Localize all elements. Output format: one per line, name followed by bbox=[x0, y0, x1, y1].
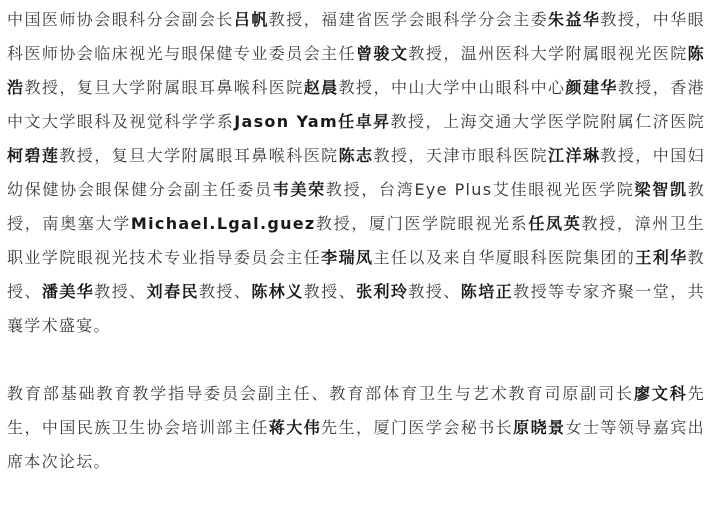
text-segment: 教授，温州医科大学附属眼视光医院 bbox=[408, 44, 688, 63]
text-segment: 教授，上海交通大学医学院附属仁济医院 bbox=[390, 112, 705, 131]
text-segment: 主任以及来自华厦眼科医院集团的 bbox=[373, 248, 636, 267]
person-name: 潘美华 bbox=[41, 282, 95, 301]
person-name: 梁智凯 bbox=[634, 180, 688, 199]
person-name: 颜建华 bbox=[565, 78, 618, 97]
text-segment: 教授，复旦大学附属眼耳鼻喉科医院 bbox=[24, 78, 304, 97]
person-name: 朱益华 bbox=[548, 10, 601, 29]
person-name: 柯碧莲 bbox=[7, 146, 60, 165]
person-name: 廖文科 bbox=[633, 384, 688, 403]
text-segment: 教授，南奥塞大学 bbox=[7, 180, 705, 233]
text-segment: 教授，台湾Eye Plus艾佳眼视光医学院 bbox=[325, 180, 635, 199]
person-name: 陈林义 bbox=[251, 282, 304, 301]
person-name: 张利玲 bbox=[356, 282, 409, 301]
person-name: 王利华 bbox=[635, 248, 688, 267]
text-segment: 教授、 bbox=[198, 282, 252, 301]
person-name: 任凤英 bbox=[528, 214, 582, 233]
person-name: 刘春民 bbox=[146, 282, 199, 301]
person-name: 陈志 bbox=[338, 146, 374, 165]
person-name: Michael.Lgal.guez bbox=[130, 214, 316, 233]
person-name: 吕帆 bbox=[233, 10, 269, 29]
person-name: 李瑞凤 bbox=[321, 248, 374, 267]
text-segment: 中国医师协会眼科分会副会长 bbox=[7, 10, 234, 29]
article-body bbox=[7, 0, 705, 479]
text-segment: 教授，香港中文大学眼科及视觉科学学系 bbox=[7, 78, 705, 131]
text-segment: 教授，漳州卫生职业学院眼视光技术专业指导委员会主任 bbox=[7, 214, 705, 267]
person-name: 韦美荣 bbox=[272, 180, 326, 199]
text-segment: 教授、 bbox=[303, 282, 357, 301]
person-name: Jason Yam任卓昇 bbox=[234, 112, 391, 131]
text-segment: 教授、 bbox=[7, 248, 705, 301]
person-name: 赵晨 bbox=[303, 78, 339, 97]
text-segment: 教授，中国妇幼保健协会眼保健分会副主任委员 bbox=[7, 146, 705, 199]
person-name: 江洋琳 bbox=[548, 146, 601, 165]
text-segment: 教授，福建省医学会眼科学分会主委 bbox=[268, 10, 549, 29]
text-segment: 女士等领导嘉宾出席本次论坛。 bbox=[7, 418, 705, 471]
text-segment: 教育部基础教育教学指导委员会副主任、教育部体育卫生与艺术教育司原副司长 bbox=[7, 384, 634, 403]
text-segment: 教授、 bbox=[408, 282, 461, 301]
speakers-paragraph bbox=[7, 0, 705, 343]
guests-paragraph bbox=[7, 377, 705, 479]
text-segment: 教授，中山大学中山眼科中心 bbox=[338, 78, 566, 97]
text-segment: 教授、 bbox=[94, 282, 147, 301]
person-name: 蒋大伟 bbox=[268, 418, 322, 437]
text-segment: 教授，厦门医学院眼视光系 bbox=[315, 214, 529, 233]
person-name: 陈浩 bbox=[7, 44, 705, 97]
person-name: 曾骏文 bbox=[356, 44, 409, 63]
text-segment: 先生，中国民族卫生协会培训部主任 bbox=[7, 384, 705, 437]
text-segment: 教授，中华眼科医师协会临床视光与眼保健专业委员会主任 bbox=[7, 10, 705, 63]
text-segment: 教授，复旦大学附属眼耳鼻喉科医院 bbox=[59, 146, 339, 165]
text-segment: 先生，厦门医学会秘书长 bbox=[321, 418, 514, 437]
text-segment: 教授，天津市眼科医院 bbox=[373, 146, 549, 165]
person-name: 原晓景 bbox=[513, 418, 566, 437]
text-segment: 教授等专家齐聚一堂，共襄学术盛宴。 bbox=[7, 282, 705, 335]
person-name: 陈培正 bbox=[460, 282, 514, 301]
